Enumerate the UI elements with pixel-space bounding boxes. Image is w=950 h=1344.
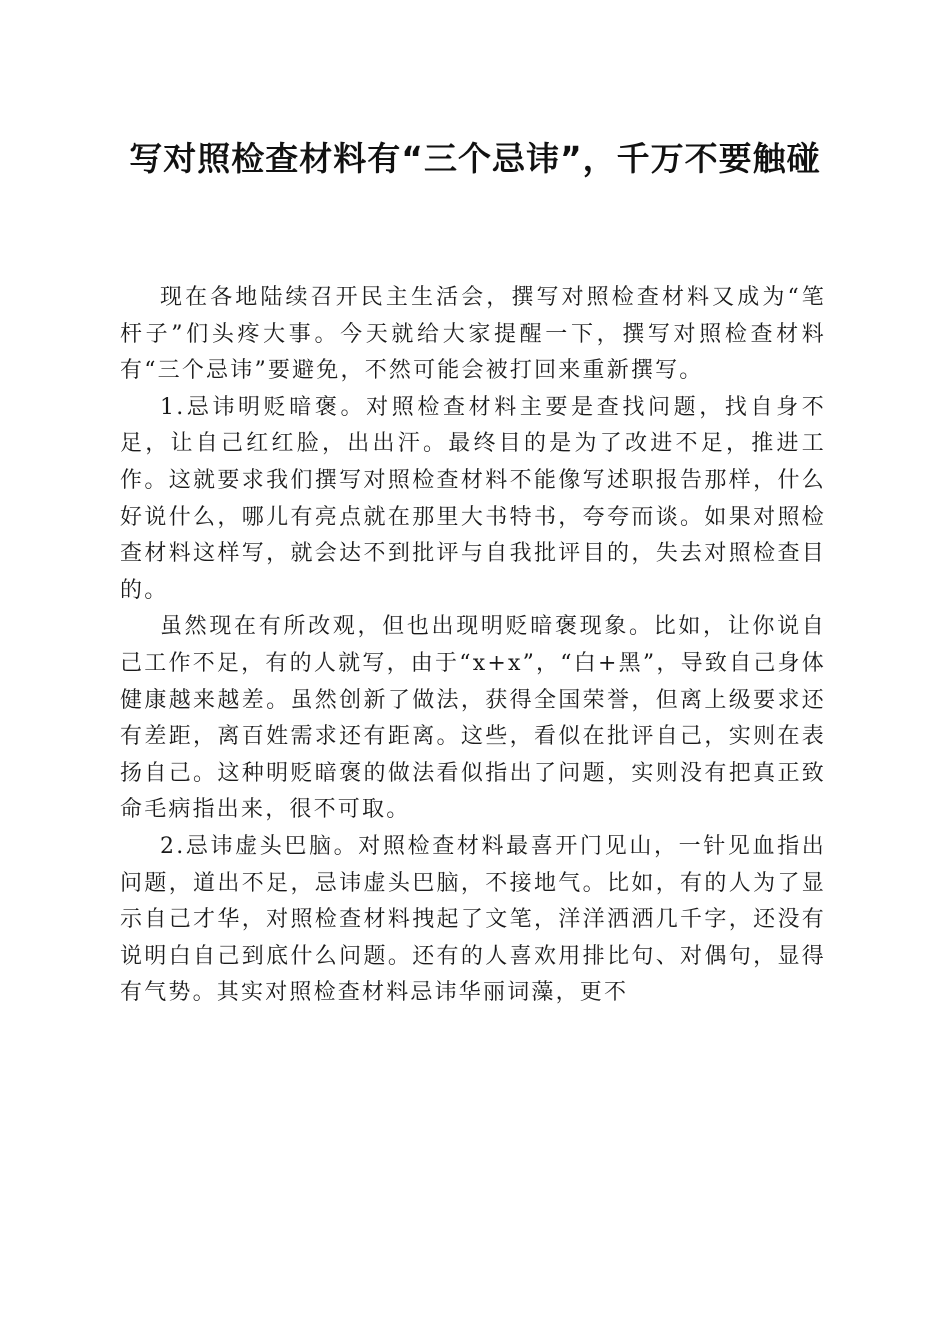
paragraph-intro: 现在各地陆续召开民主生活会，撰写对照检查材料又成为“笔杆子”们头疼大事。今天就给大家提醒一下，撰写对照检查材料有“三个忌讳”要避免，不然可能会被打回来重新撰写。 bbox=[120, 285, 826, 384]
paragraph-point-1: 1.忌讳明贬暗褒。对照检查材料主要是查找问题，找自身不足，让自己红红脸，出出汗。最终目的是为了改进不足，推进工作。这就要求我们撰写对照检查材料不能像写述职报告那样，什么好说什么，哪儿有亮点就在那里大书特书，夸夸而谈。如果对照检查材料这样写，就会达不到批评与自我批评目的，失去对照检查目的。 bbox=[120, 394, 826, 603]
document-title: 写对照检查材料有“三个忌讳”，千万不要触碰 bbox=[129, 139, 821, 178]
paragraph-point-1-example: 虽然现在有所改观，但也出现明贬暗褒现象。比如，让你说自己工作不足，有的人就写，由于“x+x”，“白+黑”，导致自己身体健康越来越差。虽然创新了做法，获得全国荣誉，但离上级要求还有差距，离百姓需求还有距离。这些，看似在批评自己，实则在表扬自己。这种明贬暗褒的做法看似指出了问题，实则没有把真正致命毛病指出来，很不可取。 bbox=[120, 614, 826, 823]
paragraph-point-2: 2.忌讳虚头巴脑。对照检查材料最喜开门见山，一针见血指出问题，道出不足，忌讳虚头巴脑，不接地气。比如，有的人为了显示自己才华，对照检查材料拽起了文笔，洋洋洒洒几千字，还没有说明白自己到底什么问题。还有的人喜欢用排比句、对偶句，显得有气势。其实对照检查材料忌讳华丽词藻，更不 bbox=[120, 833, 826, 1006]
document-body bbox=[120, 280, 826, 1012]
